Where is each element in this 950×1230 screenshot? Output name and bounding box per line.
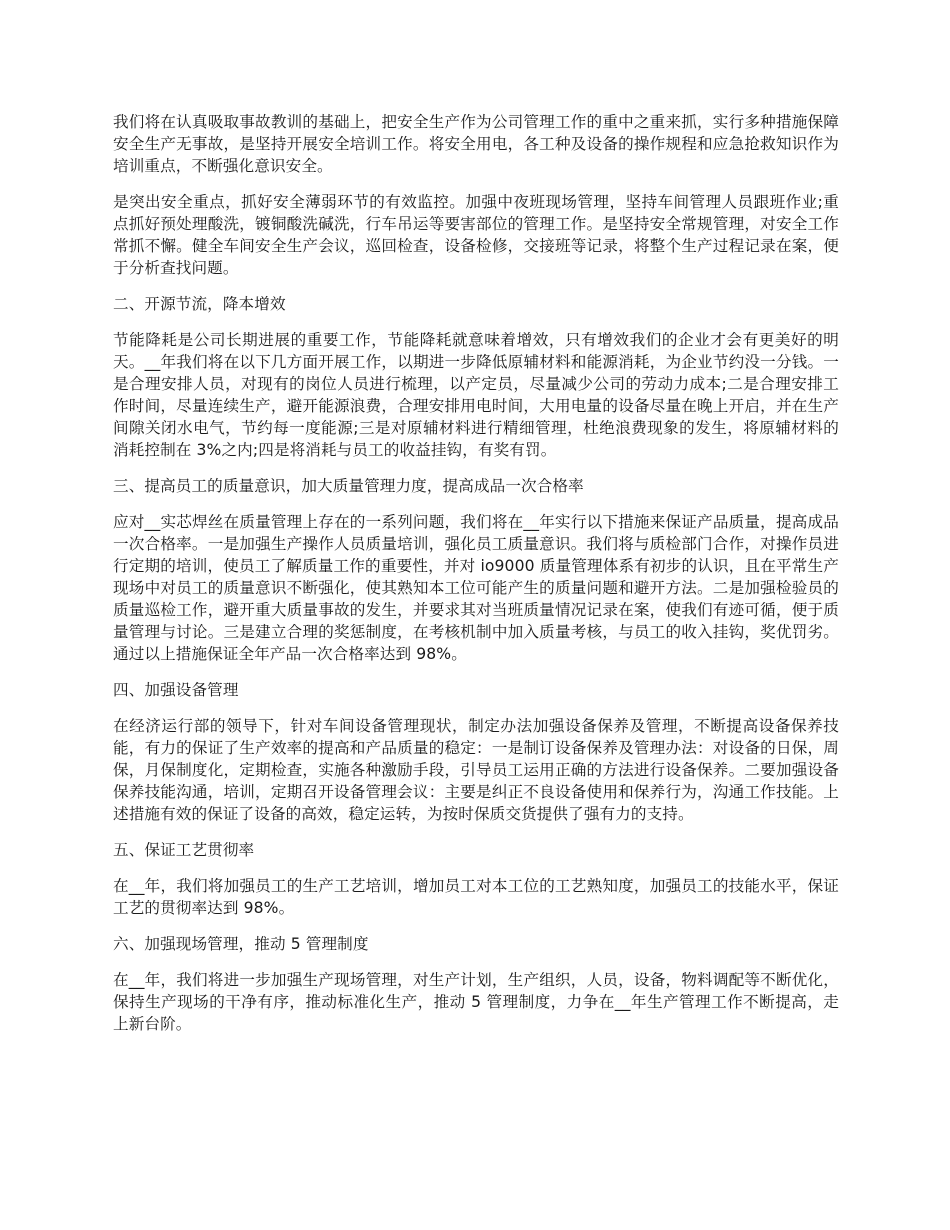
- paragraph-quality-measures: 应对__实芯焊丝在质量管理上存在的一系列问题，我们将在__年实行以下措施来保证产品质量，提高成品一次合格率。一是加强生产操作人员质量培训，强化员工质量意识。我们将与质检部门合作，对操作员进行定期的培训，使员工了解质量工作的重要性，并对 io9000 质量管理体系有初步的认识，且在平常生产现场中对员工的质量意识不断强化，使其熟知本工位可能产生的质量问题和避开方法。二是加强检验员的质量巡检工作，避开重大质量事故的发生，并要求其对当班质量情况记录在案，使我们有迹可循，便于质量管理与讨论。三是建立合理的奖惩制度，在考核机制中加入质量考核，与员工的收入挂钩，奖优罚劣。通过以上措施保证全年产品一次合格率达到 98%。: [113, 513, 839, 663]
- paragraph-equipment-management: 在经济运行部的领导下，针对车间设备管理现状，制定办法加强设备保养及管理，不断提高设备保养技能，有力的保证了生产效率的提高和产品质量的稳定：一是制订设备保养及管理办法：对设备的日保，周保，月保制度化，定期检查，实施各种激励手段，引导员工运用正确的方法进行设备保养。二要加强设备保养技能沟通，培训，定期召开设备管理会议：主要是纠正不良设备使用和保养行为，沟通工作技能。上述措施有效的保证了设备的高效，稳定运转，为按时保质交货提供了强有力的支持。: [113, 717, 839, 823]
- paragraph-site-management: 在__年，我们将进一步加强生产现场管理，对生产计划，生产组织，人员，设备，物料调配等不断优化，保持生产现场的干净有序，推动标准化生产，推动 5 管理制度，力争在__年生产管理工作不断提高，走上新台阶。: [113, 971, 839, 1033]
- paragraph-process-training: 在__年，我们将加强员工的生产工艺培训，增加员工对本工位的工艺熟知度，加强员工的技能水平，保证工艺的贯彻率达到 98%。: [113, 877, 839, 917]
- section-heading-equipment: 四、加强设备管理: [113, 681, 239, 699]
- document-body: [113, 111, 839, 1049]
- paragraph-safety-monitoring: 是突出安全重点，抓好安全薄弱环节的有效监控。加强中夜班现场管理，坚持车间管理人员跟班作业;重点抓好预处理酸洗，镀铜酸洗碱洗，行车吊运等要害部位的管理工作。是坚持安全常规管理，对安全工作常抓不懈。健全车间安全生产会议，巡回检查，设备检修，交接班等记录，将整个生产过程记录在案，便于分析查找问题。: [113, 193, 839, 277]
- paragraph-safety-training: 我们将在认真吸取事故教训的基础上，把安全生产作为公司管理工作的重中之重来抓，实行多种措施保障安全生产无事故，是坚持开展安全培训工作。将安全用电，各工种及设备的操作规程和应急抢救知识作为培训重点，不断强化意识安全。: [113, 113, 839, 175]
- section-heading-process: 五、保证工艺贯彻率: [113, 841, 255, 859]
- section-heading-site-management: 六、加强现场管理，推动 5 管理制度: [113, 935, 369, 953]
- section-heading-quality: 三、提高员工的质量意识，加大质量管理力度，提高成品一次合格率: [113, 477, 584, 495]
- paragraph-energy-saving: 节能降耗是公司长期进展的重要工作，节能降耗就意味着增效，只有增效我们的企业才会有更美好的明天。__年我们将在以下几方面开展工作，以期进一步降低原辅材料和能源消耗，为企业节约没一分钱。一是合理安排人员，对现有的岗位人员进行梳理，以产定员，尽量减少公司的劳动力成本;二是合理安排工作时间，尽量连续生产，避开能源浪费，合理安排用电时间，大用电量的设备尽量在晚上开启，并在生产间隙关闭水电气，节约每一度能源;三是对原辅材料进行精细管理，杜绝浪费现象的发生，将原辅材料的消耗控制在 3%之内;四是将消耗与员工的收益挂钩，有奖有罚。: [113, 331, 839, 459]
- section-heading-cost-reduction: 二、开源节流，降本增效: [113, 295, 286, 313]
